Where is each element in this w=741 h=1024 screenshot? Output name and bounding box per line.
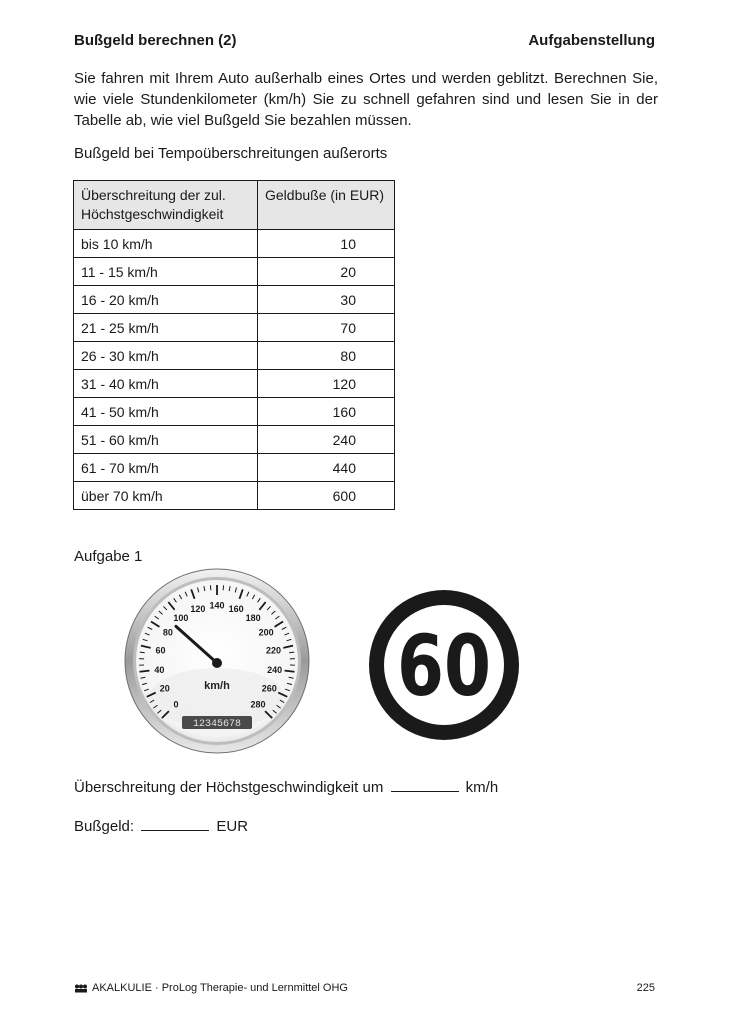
odometer: 12345678	[192, 719, 242, 730]
speed-range-cell: 16 - 20 km/h	[74, 286, 258, 314]
speed-range-cell: bis 10 km/h	[74, 230, 258, 258]
footer-publisher-text: · ProLog Therapie- und Lernmittel OHG	[154, 982, 348, 994]
table-row	[74, 426, 395, 454]
speed-limit-sign-icon	[368, 589, 520, 741]
section-label: Aufgabenstellung	[528, 32, 655, 49]
speed-range-cell: 41 - 50 km/h	[74, 398, 258, 426]
table-row	[74, 314, 395, 342]
fine-amount-cell: 10	[258, 230, 395, 258]
speedometer-label: 40	[154, 664, 165, 675]
speed-range-cell: 21 - 25 km/h	[74, 314, 258, 342]
task-title: Aufgabe 1	[74, 548, 143, 565]
fine-amount-cell: 120	[258, 370, 395, 398]
fines-table	[73, 180, 395, 510]
speed-limit-value: 60	[397, 617, 491, 715]
table-row	[74, 482, 395, 510]
intro-paragraph: Sie fahren mit Ihrem Auto außerhalb eines Ortes und werden geblitzt. Berechnen Sie, wie viele Stundenkilometer (km/h) Sie zu schnell gefahren sind und lesen Sie in der Tabelle ab, wie viel Bußgeld Sie bezahlen müssen.	[74, 70, 658, 129]
footer-publisher	[74, 982, 348, 994]
fine-amount-cell: 30	[258, 286, 395, 314]
page-number: 225	[636, 982, 655, 994]
answer-fine-label: Bußgeld:	[74, 818, 135, 835]
speedometer-icon	[124, 568, 310, 754]
answer-exceed-label: Überschreitung der Höchstgeschwindigkeit um	[74, 779, 384, 796]
speedometer-tick	[289, 652, 294, 653]
answer-line-exceed	[74, 779, 498, 796]
answer-fine-blank[interactable]	[141, 818, 209, 831]
table-row	[74, 286, 395, 314]
speedometer-label: 60	[155, 645, 166, 656]
answer-fine-unit: EUR	[216, 818, 249, 835]
footer-brand: AKALKULIE	[92, 982, 152, 994]
table-row	[74, 342, 395, 370]
speedometer-label: 280	[250, 699, 266, 710]
table-header-row	[74, 181, 395, 230]
speedometer-label: 120	[190, 603, 206, 614]
speed-range-cell: 26 - 30 km/h	[74, 342, 258, 370]
fine-amount-cell: 80	[258, 342, 395, 370]
table-row	[74, 454, 395, 482]
table-row	[74, 398, 395, 426]
speed-range-cell: 61 - 70 km/h	[74, 454, 258, 482]
speedometer-label: 180	[245, 613, 261, 624]
answer-exceed-blank[interactable]	[391, 779, 459, 792]
speedometer-label: 160	[228, 603, 244, 614]
fine-amount-cell: 240	[258, 426, 395, 454]
table-title: Bußgeld bei Tempoüberschreitungen außerorts	[74, 145, 388, 162]
speedometer-unit: km/h	[204, 680, 230, 692]
fine-amount-cell: 440	[258, 454, 395, 482]
table-row	[74, 370, 395, 398]
speedometer-label: 20	[159, 683, 170, 694]
answer-exceed-unit: km/h	[465, 779, 499, 796]
speedometer-label: 200	[258, 627, 274, 638]
fine-amount-cell: 160	[258, 398, 395, 426]
speedometer-tick	[140, 652, 145, 653]
fine-amount-cell: 20	[258, 258, 395, 286]
fine-amount-cell: 70	[258, 314, 395, 342]
speed-range-cell: 51 - 60 km/h	[74, 426, 258, 454]
fine-amount-cell: 600	[258, 482, 395, 510]
page-title: Bußgeld berechnen (2)	[74, 32, 237, 49]
speedometer-tick	[285, 671, 295, 672]
speed-range-cell: über 70 km/h	[74, 482, 258, 510]
table-row	[74, 258, 395, 286]
table-row	[74, 230, 395, 258]
speedometer-label: 140	[209, 600, 225, 611]
speed-range-cell: 11 - 15 km/h	[74, 258, 258, 286]
speedometer-tick	[139, 671, 149, 672]
brand-logo-icon	[74, 984, 88, 993]
table-header-cell: Überschreitung der zul. Höchstgeschwindigkeit	[74, 181, 258, 230]
table-header-cell: Geldbuße (in EUR)	[258, 181, 395, 230]
speedometer-label: 220	[266, 645, 282, 656]
speedometer-label: 260	[261, 683, 277, 694]
speed-range-cell: 31 - 40 km/h	[74, 370, 258, 398]
speedometer-label: 100	[173, 613, 189, 624]
speedometer-label: 0	[173, 699, 179, 710]
answer-line-fine	[74, 818, 248, 835]
speedometer-label: 80	[162, 627, 173, 638]
speedometer-label: 240	[267, 664, 283, 675]
